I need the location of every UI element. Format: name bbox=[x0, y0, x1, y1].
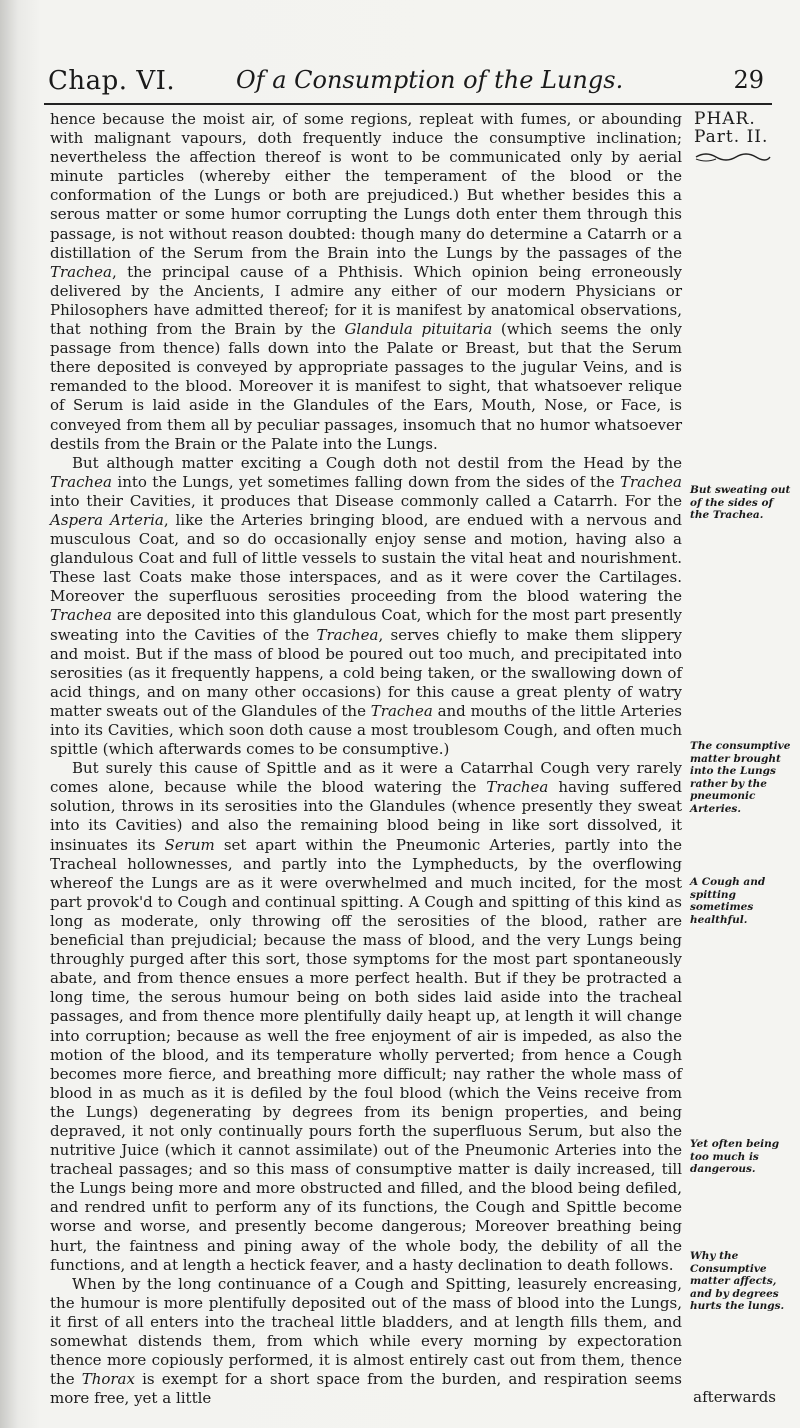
chapter-label: Chap. VI. bbox=[48, 66, 176, 96]
running-title: Of a Consumption of the Lungs. bbox=[236, 66, 624, 94]
italic-term: Trachea bbox=[316, 625, 379, 644]
italic-term: Trachea bbox=[486, 778, 549, 797]
text-run: , serves chiefly to make them slippery and moist. But if the mass of blood be poured out too much, and precipitated into serosities (as it frequently happens, a cold being taken, or the swallowing down of acid things, and on many other occasions) for this cause a great plenty of watry matter sweats out of the Glandules of the bbox=[50, 625, 683, 720]
text-run: When by the long continuance of a Cough and Spitting, leasurely encreasing, the humour is more plentifully deposited out of the mass of blood into the Lungs, it first of all enters into the tracheal little bladders, and at length fills them, and somewhat distends them, from which while every morning by expectoration thence more copiously performed, it is almost entirely cast out from them, thence the bbox=[50, 1274, 682, 1389]
italic-term: Glandula pituitaria bbox=[344, 320, 493, 339]
text-run: and mouths of the little Arteries into its Cavities, which soon doth cause a most troublesom Cough, and often much spittle (which afterwards comes to be consumptive.) bbox=[50, 701, 683, 759]
header-rule bbox=[44, 103, 772, 105]
italic-term: Trachea bbox=[50, 606, 112, 625]
margin-note-1: But sweating out of the sides of the Trachea. bbox=[690, 484, 791, 521]
paragraph bbox=[50, 110, 682, 454]
margin-note-5: Why the Consumptive matter affects, and by degrees hurts the lungs. bbox=[690, 1250, 785, 1312]
text-run: set apart within the Pneumonic Arteries, partly into the Tracheal hollownesses, and partly into the Lympheducts, by the overflowing whereof the Lungs are as it were overwhelmed and much incited, for the most part provok'd to Cough and continual spitting. A Cough and spitting of this kind as long as moderate, only throwing off the serosities of the blood, rather are beneficial than prejudicial; because the mass of blood, and the very Lungs being throughly purged after this sort, those symptoms for the most part spontaneously abate, and from thence ensues a more perfect health. But if they be protracted a long time, the serous humour being on both sides laid aside into the tracheal passages, and from thence more plentifully daily heapt up, at length it will change into corruption; because as well the free enjoyment of air is impeded, as also the motion of the blood, and its temperature wholly perverted; from hence a Cough becomes more fierce, and breathing more difficult; nay rather the whole mass of blood in as much as it is defiled by the foul blood (which the Veins receive from the Lungs) degenerating by degrees from its benign properties, and being depraved, it not only continually pours forth the superfluous Serum, but also the nutritive Juice (which it cannot assimilate) out of the Pneumonic Arteries into the tracheal passages; and so this mass of consumptive matter is daily increased, till the Lungs being more and more obstructed and filled, and the blood being defiled, and rendred unfit to perform any of its functions, the Cough and Spittle become worse and worse, and presently become dangerous; Moreover breathing being hurt, the faintness and pining away of the whole body, the debility of all the functions, and at length a hectick feaver, and a hasty declination to death follows. bbox=[50, 835, 682, 1274]
text-run: , like the Arteries bringing blood, are endued with a nervous and musculous Coat, and so do occasionally enjoy sense and motion, having also a glandulous Coat and full of little vessels to sustain the vital heat and nourishment. These last Coats make those interspaces, and as it were cover the Cartilages. Moreover the superfluous serosities proceeding from the blood watering the bbox=[50, 510, 682, 606]
paragraph bbox=[50, 759, 682, 1275]
text-run: But although matter exciting a Cough doth not destil from the Head by the bbox=[72, 453, 682, 472]
paragraph bbox=[50, 454, 682, 760]
text-run: But surely this cause of Spittle and as it were a Catarrhal Cough very rarely comes alone, because while the blood watering the bbox=[50, 759, 682, 797]
flourish-ornament-icon bbox=[694, 150, 772, 164]
paragraph bbox=[50, 1275, 682, 1409]
text-run: , the principal cause of a Phthisis. Which opinion being erroneously delivered by the Ancients, I admire any either of our modern Physicians or Philosophers have admitted thereof; for it is manifest by anatomical observations, that nothing from the Brain by the bbox=[50, 262, 682, 339]
catchword: afterwards bbox=[693, 1388, 776, 1406]
margin-note-3: A Cough and spitting sometimes healthful. bbox=[690, 876, 766, 926]
italic-term: Trachea bbox=[50, 262, 112, 281]
running-head-line-1: PHAR. bbox=[694, 109, 756, 129]
running-head bbox=[694, 110, 794, 164]
margin-note-4: Yet often being too much is dangerous. bbox=[690, 1138, 780, 1175]
text-run: are deposited into this glandulous Coat, which for the most part presently sweating into the Cavities of the bbox=[50, 606, 682, 644]
italic-term: Serum bbox=[164, 835, 215, 854]
text-run: (which seems the only passage from thence) falls down into the Palate or Breast, but that the Serum there deposited is conveyed by appropriate passages to the jugular Veins, and is remanded to the blood. Moreover it is manifest to sight, that whatsoever relique of Serum is laid aside in the Glandules of the Ears, Mouth, Nose, or Face, is conveyed from them all by peculiar passages, insomuch that no humor whatsoever destils from the Brain or the Palate into the Lungs. bbox=[50, 320, 682, 453]
body-text bbox=[50, 110, 682, 1408]
text-run: having suffered solution, throws in its serosities into the Glandules (whence presently they sweat into its Cavities) and also the remaining blood being in like sort dissolved, it insinuates its bbox=[50, 778, 682, 854]
text-run: is exempt for a short space from the burden, and respiration seems more free, yet a little bbox=[50, 1370, 682, 1408]
italic-term: Thorax bbox=[81, 1370, 135, 1389]
text-run: hence because the moist air, of some regions, repleat with fumes, or abounding with malignant vapours, doth frequently induce the consumptive inclination; nevertheless the affection thereof is wont to be communicated only by aerial minute particles (whereby either the temperament of the blood or the conformation of the Lungs or both are prejudiced.) But whether besides this a serous matter or some humor corrupting the Lungs doth enter them through this passage, is not without reason doubted: though many do determine a Catarrh or a distillation of the Serum from the Brain into the Lungs by the passages of the bbox=[50, 110, 682, 262]
italic-term: Trachea bbox=[50, 472, 112, 491]
italic-term: Trachea bbox=[620, 472, 682, 491]
page-header bbox=[44, 62, 770, 104]
running-head-line-2: Part. II. bbox=[694, 127, 769, 147]
text-run: into their Cavities, it produces that Disease commonly called a Catarrh. For the bbox=[50, 491, 682, 510]
margin-note-2: The consumptive matter brought into the Lungs rather by the pneumonic Arteries. bbox=[690, 740, 791, 815]
italic-term: Trachea bbox=[370, 701, 433, 720]
page-number: 29 bbox=[733, 66, 764, 94]
text-run: into the Lungs, yet sometimes falling down from the sides of the bbox=[112, 472, 620, 491]
italic-term: Aspera Arteria bbox=[50, 510, 164, 529]
